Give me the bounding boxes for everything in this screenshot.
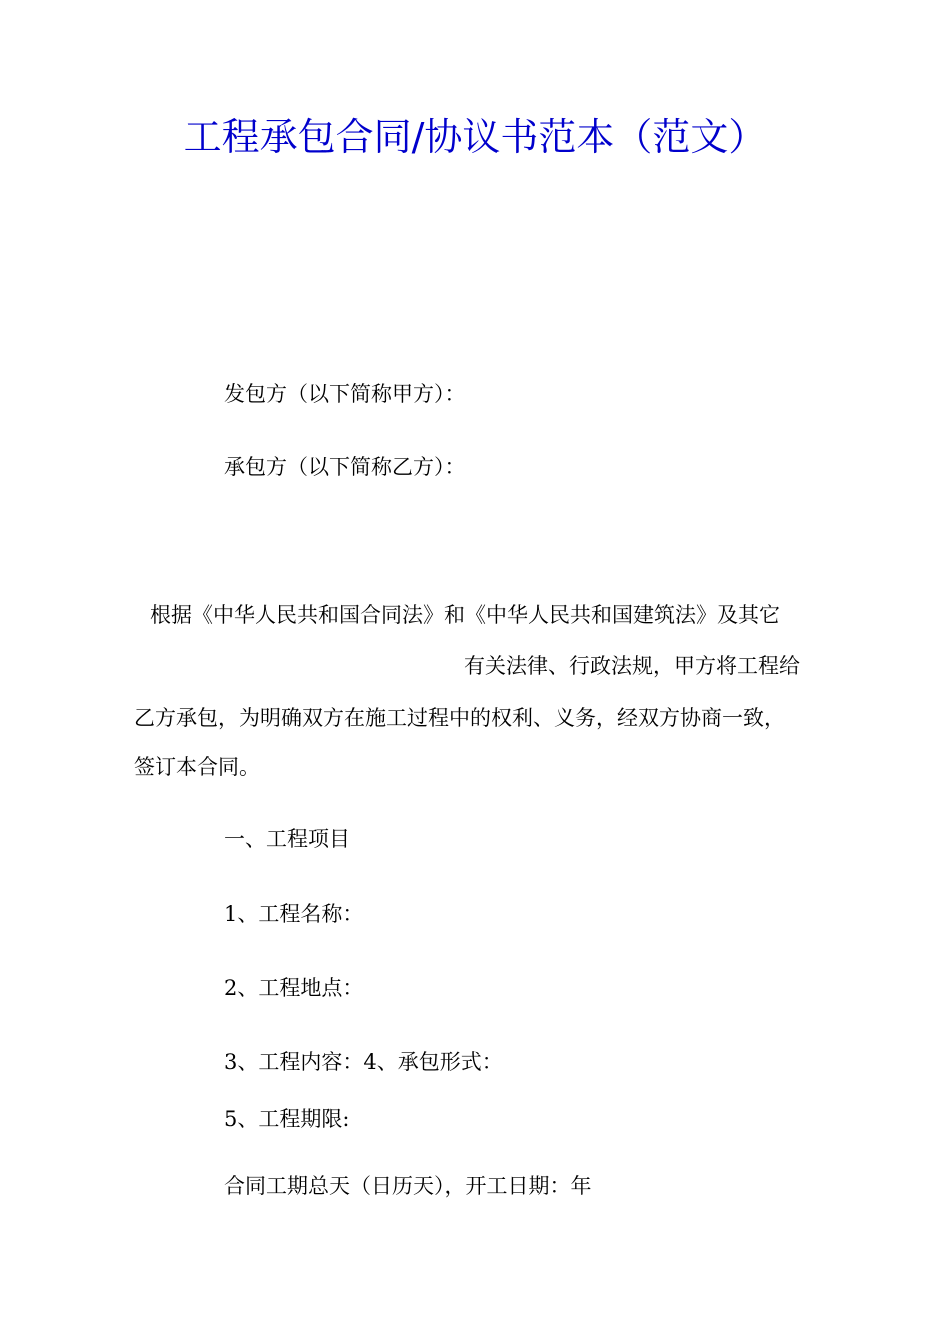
preamble-line-3: 乙方承包，为明确双方在施工过程中的权利、义务，经双方协商一致， [134,706,785,730]
project-content-line: 3、工程内容：4、承包形式： [224,1050,503,1074]
preamble-line-2: 有关法律、行政法规，甲方将工程给 [464,654,800,678]
project-period-line: 5、工程期限: [224,1107,350,1131]
project-name-line: 1、工程名称： [224,902,364,926]
project-location-line: 2、工程地点： [224,976,364,1000]
document-title: 工程承包合同/协议书范本（范文） [183,115,767,159]
contract-duration-line: 合同工期总天（日历天），开工日期：年 [224,1174,592,1198]
section-heading: 一、工程项目 [224,827,350,851]
preamble-line-1: 根据《中华人民共和国合同法》和《中华人民共和国建筑法》及其它 [150,603,780,627]
preamble-line-4: 签订本合同。 [134,755,260,779]
employer-party-line: 发包方（以下简称甲方）： [224,382,466,406]
contractor-party-line: 承包方（以下简称乙方）： [224,455,466,479]
